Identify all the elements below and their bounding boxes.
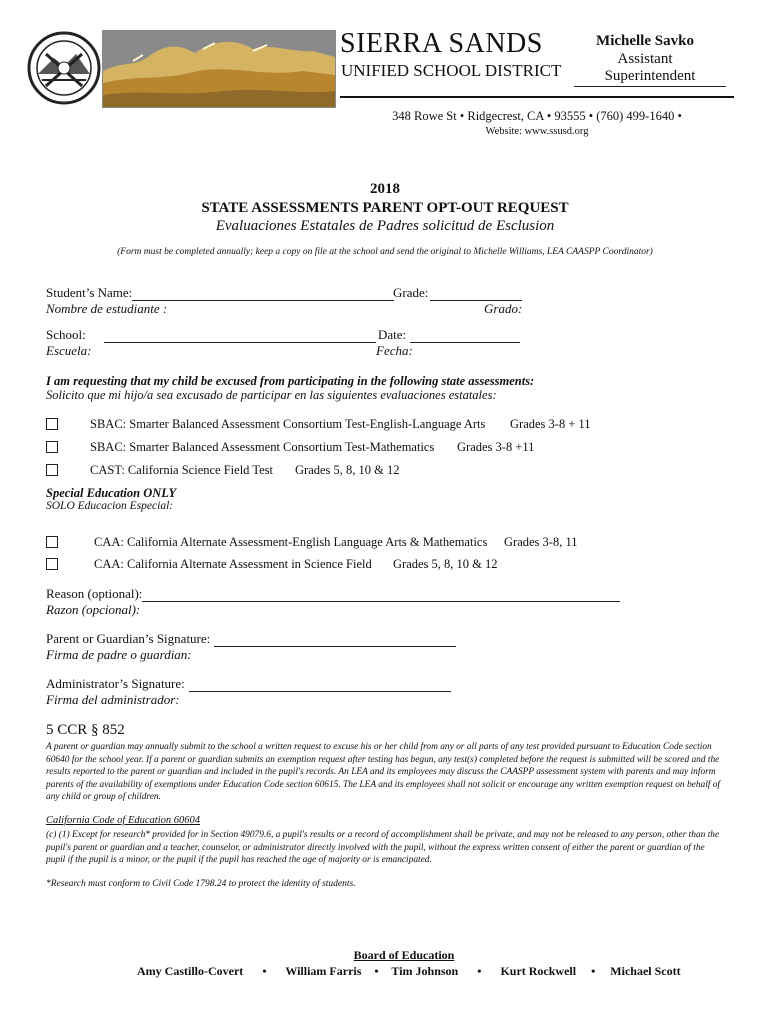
assessment-grades: Grades 3-8 +11 bbox=[457, 440, 535, 454]
admin-signature-label: Administrator’s Signature: bbox=[46, 676, 185, 691]
admin-signature-line[interactable] bbox=[189, 677, 451, 692]
header-divider bbox=[340, 96, 734, 98]
title-underline bbox=[574, 86, 726, 87]
parent-signature-field[interactable] bbox=[46, 631, 456, 647]
special-ed-heading-es: SOLO Educacion Especial: bbox=[46, 500, 174, 512]
official-title-2: Superintendent bbox=[604, 68, 696, 84]
date-label: Date: bbox=[378, 327, 407, 342]
board-separator: • bbox=[374, 964, 379, 978]
board-separator: • bbox=[591, 964, 596, 978]
request-statement-es: Solicito que mi hijo/a sea excusado de participar en las siguientes evaluaciones estatales: bbox=[46, 388, 497, 402]
official-title-1: Assistant bbox=[617, 51, 673, 67]
board-member: William Farris bbox=[285, 964, 362, 978]
school-label-es: Escuela: bbox=[46, 343, 92, 358]
board-separator: • bbox=[262, 964, 267, 978]
code-heading: California Code of Education 60604 bbox=[46, 815, 200, 826]
grade-field[interactable] bbox=[393, 285, 522, 301]
official-name: Michelle Savko bbox=[596, 33, 694, 49]
ccr-heading: 5 CCR § 852 bbox=[46, 722, 125, 738]
reason-label: Reason (optional): bbox=[46, 586, 143, 601]
date-field[interactable] bbox=[378, 327, 520, 343]
form-year: 2018 bbox=[370, 181, 400, 197]
special-ed-row[interactable] bbox=[46, 535, 746, 551]
form-title-spanish: Evaluaciones Estatales de Padres solicitud de Esclusion bbox=[215, 218, 555, 234]
research-note: *Research must conform to Civil Code 1798.24 to protect the identity of students. bbox=[46, 879, 356, 889]
student-name-field[interactable] bbox=[46, 285, 394, 301]
assessment-name: SBAC: Smarter Balanced Assessment Consortium Test-English-Language Arts bbox=[90, 417, 486, 431]
admin-signature-label-es: Firma del administrador: bbox=[46, 692, 180, 707]
ccr-text: A parent or guardian may annually submit to the school a written request to excuse his or her child from any or all parts of any test provided pursuant to Education Code section 60640 for the school year. If a parent or guardian submits an exemption request after testing has begun, any test(s) completed before the request is submitted will be scored and the results reported to the parent or guardian and included in the pupil's records. An LEA and its employees may discuss the CAASPP assessment system with parents and may inform parents of the availability of exemptions under Education Code section 60615. The LEA and its employees shall not solicit or encourage any written exemption request on behalf of any child or group of children. bbox=[46, 742, 721, 803]
district-name: SIERRA SANDS bbox=[340, 28, 543, 59]
district-address: 348 Rowe St • Ridgecrest, CA • 93555 • (760) 499-1640 • bbox=[392, 109, 682, 123]
board-members bbox=[137, 964, 681, 979]
assessment-grades: Grades 3-8 + 11 bbox=[510, 417, 591, 431]
admin-signature-field[interactable] bbox=[46, 676, 451, 692]
reason-label-es: Razon (opcional): bbox=[46, 602, 141, 617]
assessment-name: CAST: California Science Field Test bbox=[90, 463, 273, 477]
request-statement: I am requesting that my child be excused from participating in the following state assessments: bbox=[46, 374, 535, 388]
mountain-banner bbox=[102, 30, 336, 108]
board-member: Michael Scott bbox=[610, 964, 681, 978]
parent-signature-line[interactable] bbox=[214, 632, 456, 647]
code-text: (c) (1) Except for research* provided for in Section 49079.6, a pupil's results or a record of accomplishment shall be private, and may not be released to any person, other than the pupil's parent or guardian and a teacher, counselor, or administrator directly involved with the pupil, without the express written consent of either the parent or guardian of the pupil if the pupil is a minor, or the pupil if the pupil has reached the age of majority or is emancipated. bbox=[46, 830, 720, 866]
reason-field[interactable] bbox=[46, 586, 620, 602]
board-separator: • bbox=[477, 964, 482, 978]
form-title: STATE ASSESSMENTS PARENT OPT-OUT REQUEST bbox=[201, 200, 569, 216]
special-ed-name: CAA: California Alternate Assessment in Science Field bbox=[94, 557, 372, 571]
district-website[interactable]: Website: www.ssusd.org bbox=[485, 126, 589, 137]
assessment-checkbox[interactable] bbox=[46, 441, 58, 453]
grade-label-es: Grado: bbox=[484, 301, 523, 316]
form-note: (Form must be completed annually; keep a copy on file at the school and send the original to Michelle Williams, LEA CAASPP Coordinator) bbox=[117, 247, 653, 257]
district-sub: UNIFIED SCHOOL DISTRICT bbox=[341, 61, 562, 80]
student-name-label: Student’s Name: bbox=[46, 285, 133, 300]
board-heading: Board of Education bbox=[353, 948, 455, 962]
assessment-row[interactable] bbox=[46, 417, 746, 433]
board-member: Amy Castillo-Covert bbox=[137, 964, 244, 978]
special-ed-grades: Grades 5, 8, 10 & 12 bbox=[393, 557, 498, 571]
student-name-input-line[interactable] bbox=[132, 286, 394, 301]
student-name-label-es: Nombre de estudiante : bbox=[46, 301, 168, 316]
date-input-line[interactable] bbox=[410, 328, 520, 343]
assessment-checkbox[interactable] bbox=[46, 464, 58, 476]
board-member: Kurt Rockwell bbox=[500, 964, 577, 978]
assessment-row[interactable] bbox=[46, 440, 746, 456]
special-ed-row[interactable] bbox=[46, 557, 746, 573]
assessment-name: SBAC: Smarter Balanced Assessment Consortium Test-Mathematics bbox=[90, 440, 435, 454]
assessment-grades: Grades 5, 8, 10 & 12 bbox=[295, 463, 400, 477]
special-ed-grades: Grades 3-8, 11 bbox=[504, 535, 578, 549]
assessment-checkbox[interactable] bbox=[46, 418, 58, 430]
grade-input-line[interactable] bbox=[430, 286, 522, 301]
grade-label: Grade: bbox=[393, 285, 429, 300]
special-ed-checkbox[interactable] bbox=[46, 558, 58, 570]
reason-input-line[interactable] bbox=[142, 587, 620, 602]
school-input-line[interactable] bbox=[104, 327, 376, 343]
date-label-es: Fecha: bbox=[376, 343, 413, 358]
parent-signature-label-es: Firma de padre o guardian: bbox=[46, 647, 192, 662]
assessment-row[interactable] bbox=[46, 463, 746, 479]
special-ed-name: CAA: California Alternate Assessment-English Language Arts & Mathematics bbox=[94, 535, 488, 549]
parent-signature-label: Parent or Guardian’s Signature: bbox=[46, 631, 211, 646]
special-ed-checkbox[interactable] bbox=[46, 536, 58, 548]
board-member: Tim Johnson bbox=[391, 964, 459, 978]
school-label: School: bbox=[46, 327, 86, 342]
district-logo bbox=[26, 30, 102, 106]
special-ed-heading: Special Education ONLY bbox=[46, 486, 177, 500]
